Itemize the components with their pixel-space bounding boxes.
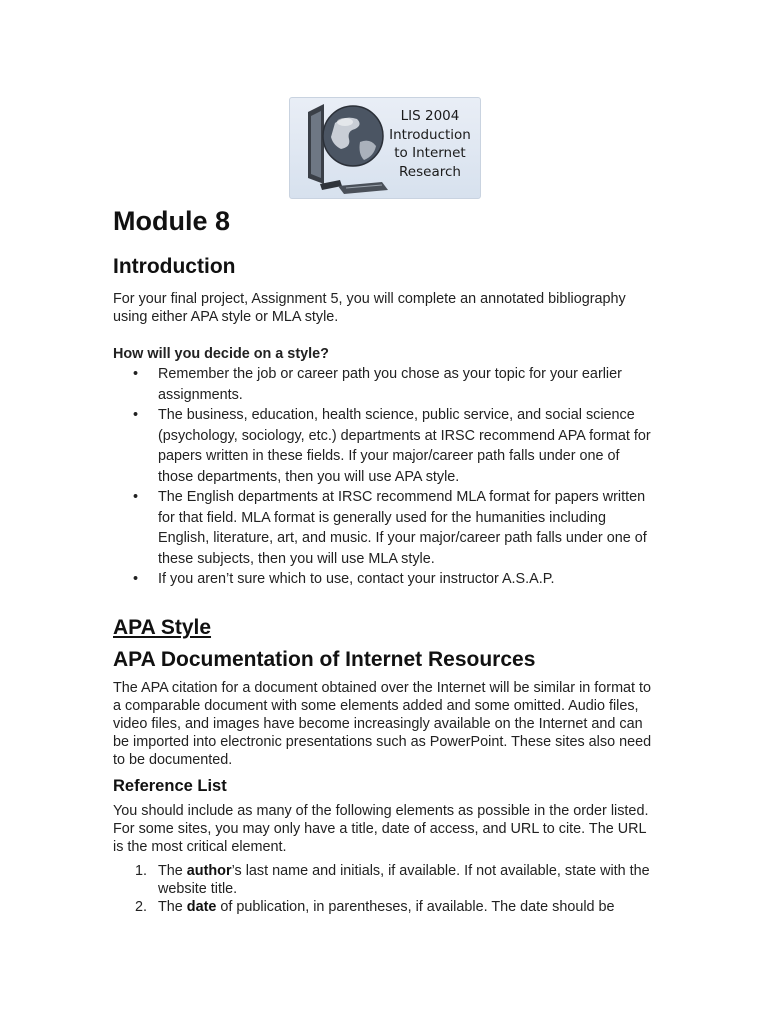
reference-list-paragraph: You should include as many of the following elements as possible in the order listed. For some sites, you may only have a title, date of access, and URL to cite. The URL is the most critical element. xyxy=(113,803,649,855)
logo-line: Research xyxy=(399,163,461,180)
list-item-bold: author xyxy=(186,863,232,879)
bullet-icon: • xyxy=(133,366,139,382)
list-item-pre: The xyxy=(158,899,187,915)
list-item xyxy=(113,487,658,569)
apa-documentation-heading: APA Documentation of Internet Resources xyxy=(113,648,536,671)
logo-line: Introduction xyxy=(389,126,471,143)
list-item xyxy=(113,898,658,916)
list-item-post: of publication, in parentheses, if available. The date should be xyxy=(216,899,615,915)
list-item-text: If you aren’t sure which to use, contact your instructor A.S.A.P. xyxy=(158,571,555,587)
list-item xyxy=(113,862,658,898)
list-item-text: Remember the job or career path you chose as your topic for your earlier assignments. xyxy=(158,366,622,403)
logo-line: to Internet xyxy=(394,145,466,161)
style-bullet-list xyxy=(113,364,658,590)
style-question: How will you decide on a style? xyxy=(113,346,329,362)
introduction-heading: Introduction xyxy=(113,255,236,278)
bullet-icon: • xyxy=(133,571,139,587)
list-item-post: ’s last name and initials, if available. If not available, state with the website title. xyxy=(158,863,650,897)
reference-list-heading: Reference List xyxy=(113,777,227,795)
logo-text xyxy=(384,107,476,181)
list-item xyxy=(113,569,658,590)
introduction-paragraph: For your final project, Assignment 5, you will complete an annotated bibliography using either APA style or MLA style. xyxy=(113,291,626,325)
list-item-text: The English departments at IRSC recommend MLA format for papers written for that field. MLA format is generally used for the humanities including English, literature, art, and music. If your major/career path falls under one of these subjects, then you will use MLA style. xyxy=(158,489,647,567)
logo-line: LIS 2004 xyxy=(400,108,460,124)
list-item xyxy=(113,405,658,487)
list-number: 2. xyxy=(135,899,148,915)
list-item-text: The business, education, health science, public service, and social science (psychology, sociology, etc.) departments at IRSC recommend APA format for papers written in these fields. If your major/career path falls under one of those departments, then you will use APA style. xyxy=(158,407,651,485)
list-item xyxy=(113,364,658,405)
module-title: Module 8 xyxy=(113,206,231,236)
list-number: 1. xyxy=(135,863,148,879)
apa-style-heading: APA Style xyxy=(113,616,212,639)
list-item-pre: The xyxy=(158,863,187,879)
bullet-icon: • xyxy=(133,407,139,423)
apa-paragraph: The APA citation for a document obtained over the Internet will be similar in format to a comparable document with some elements added and some omitted. Audio files, video files, and images have become increasingly available on the Internet and can be imported into electronic presentations such as PowerPoint. These sites also need to be documented. xyxy=(113,680,652,768)
list-item-bold: date xyxy=(186,899,217,915)
bullet-icon: • xyxy=(133,489,139,505)
reference-elements-list xyxy=(113,862,658,916)
course-logo xyxy=(289,97,481,199)
